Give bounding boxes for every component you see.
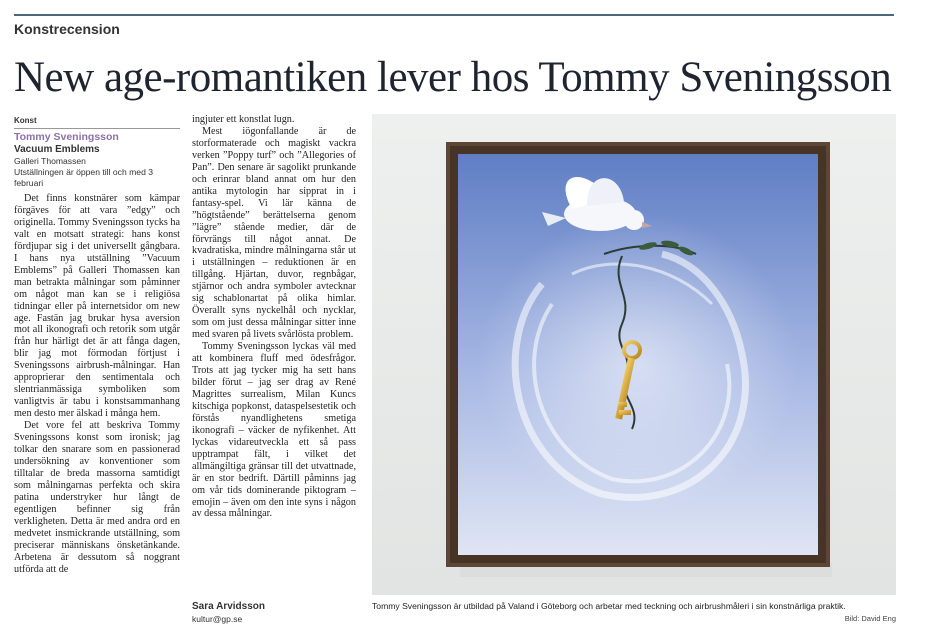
photo-caption: Tommy Sveningsson är utbildad på Valand i Göteborg och arbetar med teckning och airbrushmåleri i sin konstnärliga praktik. xyxy=(372,601,846,611)
body-column-2 xyxy=(192,114,356,520)
fact-artist: Tommy Sveningsson xyxy=(14,131,119,143)
body-column-1 xyxy=(14,193,180,576)
byline xyxy=(192,601,265,624)
body-paragraph: Tommy Sveningsson lyckas väl med att kombinera fluff med ödesfrågor. Trots att jag tycker mig ha sett hans bilder förut – jag ser drag av René Magrittes surrealism, Milan Kuncs kitschiga popkonst, dataspelsestetik och förstås nyandlighetens smetiga ikonografi – väcker de nyfikenhet. Att lyckas vidareutveckla ett så pass upptrampat fält, i vilket det allmängiltiga gränsar till det utvattnade, är en stor bedrift. Därtill påminns jag om vår tids dominerande piktogram – emojin – även om den inte syns i någon av dessa målningar. xyxy=(192,341,356,520)
author-email: kultur@gp.se xyxy=(192,614,243,624)
fact-exhibition-title: Vacuum Emblems xyxy=(14,144,100,155)
fact-dates: Utställningen är öppen till och med 3 februari xyxy=(14,167,154,188)
top-rule xyxy=(14,14,894,16)
headline: New age-romantiken lever hos Tommy Sveningsson xyxy=(14,54,892,101)
body-paragraph: Mest iögonfallande är de storformaterade och magiskt vackra verken ”Poppy turf” och ”Allegories of Pan”. Den senare är sagolikt prunkande och erinrar bland annat om hur den antika mytologin har sipprat in i fantasy-spel. Vi lär känna de ”högtstående” berättelserna genom ”lägre” stående medier, där de förvrängs till något annat. De kvadratiska, mindre målningarna står ut i utställningen – reduktionen är en tillgång. Hjärtan, duvor, regnbågar, stjärnor och andra symboler avtecknar sig schablonartat på olika himlar. Överallt syns nyckelhål och nycklar, som om just dessa målningar sitter inne med svaren på livets svårlösta problem. xyxy=(192,125,356,341)
fact-category: Konst xyxy=(14,115,180,129)
body-paragraph: Det vore fel att beskriva Tommy Sveningssons konst som ironisk; jag tolkar den snarare som en passionerad undersökning av konventioner som tilltalar de breda massorna samtidigt som målningarnas perfekta och skira patina understryker hur långt de egentligen befinner sig från verkligheten. Detta är med andra ord en medvetet insmickrande utställning, som preciserar människans önsketänkande. Arbetena är dessutom så noggrant utförda att de xyxy=(14,420,180,575)
author-name: Sara Arvidsson xyxy=(192,601,265,612)
body-paragraph: Det finns konstnärer som kämpar förgäves för att vara ”edgy” och originella. Tommy Sveningsson tycks ha valt en motsatt strategi: hans konst fördjupar sig i det universellt gångbara. I hans nya utställning ”Vacuum Emblems” på Galleri Thomassen kan man betrakta målningar som påminner om något man kan se i religiösa tidningar eller på internetsidor om new age. Fastän jag brukar hysa aversion mot all ikonografi och retorik som utgår från hur härligt det är att fånga dagen, blir jag mot förmodan förtjust i Sveningssons airbrush-målningar. Han approprierar den sentimentala och slentrianmässiga symboliken som vanligtvis är tabu i konstsammanhang men desto mer älskad i många hem. xyxy=(14,193,180,420)
body-paragraph-continued: ingjuter ett konstlat lugn. xyxy=(192,114,295,125)
fact-box xyxy=(14,115,180,189)
artwork-photo xyxy=(372,114,896,595)
framed-painting-illustration xyxy=(372,114,896,595)
fact-gallery: Galleri Thomassen xyxy=(14,156,86,166)
photo-credit: Bild: David Eng xyxy=(844,614,896,623)
section-label: Konstrecension xyxy=(14,21,120,37)
